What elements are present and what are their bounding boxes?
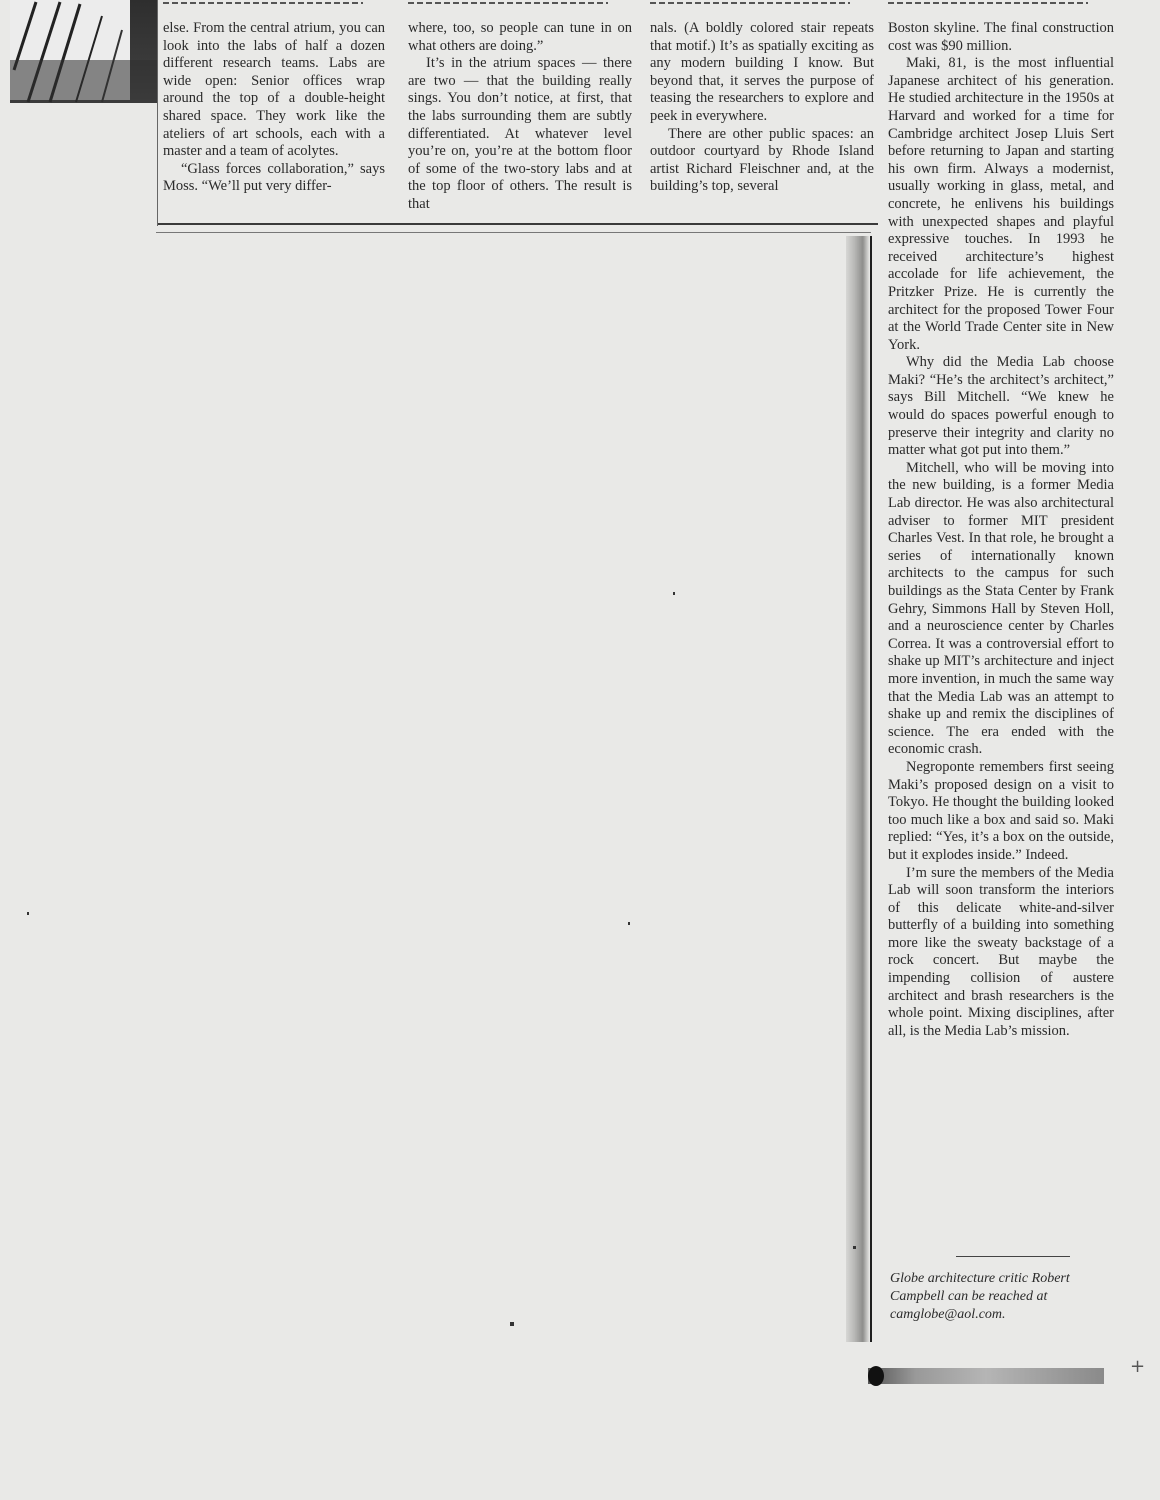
article-photo — [10, 0, 158, 103]
scan-speck — [510, 1322, 514, 1326]
clipping-edge-right — [870, 236, 872, 1342]
author-signoff: Globe architecture critic Robert Campbell can be reached at camglobe@aol.com. — [890, 1271, 1070, 1322]
paragraph: nals. (A boldly colored stair repeats that motif.) It’s as spatially exciting as any modern building I know. But beyond that, it serves the purpose of teasing the researchers to explore and peek in everywhere. — [650, 20, 874, 124]
paragraph: where, too, so people can tune in on what others are doing.” — [408, 20, 632, 54]
paragraph: Negroponte remembers first seeing Maki’s proposed design on a visit to Tokyo. He thought the building looked too much like a box and said so. Maki replied: “Yes, it’s a box on the outside, but it explodes inside.” Indeed. — [888, 758, 1114, 863]
clipping-edge-shadow-right — [846, 236, 870, 1342]
bottom-bar — [868, 1368, 1104, 1384]
article-column-2 — [408, 20, 632, 214]
paragraph: It’s in the atrium spaces — there are two — that the building really sings. You don’t notice, at first, that the labs surrounding them are subtly differentiated. At whatever level you’re on, you’re at the bottom floor of some of the two-story labs and at the top floor of others. The result is that — [408, 55, 632, 212]
column-rule-left — [157, 0, 158, 226]
clipped-line — [650, 0, 874, 6]
scan-speck — [853, 1246, 856, 1249]
paragraph: Why did the Media Lab choose Maki? “He’s the architect’s architect,” says Bill Mitchell. “We knew he would do spaces powerful enough to preserve their integrity and clarity no matter what got put into them.” — [888, 354, 1114, 459]
article-column-4 — [888, 20, 1114, 1040]
clipping-edge-top — [158, 223, 878, 225]
registration-mark-icon: + — [1130, 1356, 1146, 1377]
paragraph: Boston skyline. The final construction cost was $90 million. — [888, 20, 1114, 54]
paragraph: There are other public spaces: an outdoor courtyard by Rhode Island artist Richard Fleischner and, at the building’s top, several — [650, 125, 874, 195]
bottom-dot — [868, 1366, 884, 1386]
paragraph: “Glass forces collaboration,” says Moss. “We’ll put very differ- — [163, 160, 385, 195]
clipped-line — [888, 0, 1114, 6]
signoff-rule — [956, 1256, 1070, 1257]
scan-speck — [628, 922, 630, 925]
paragraph: I’m sure the members of the Media Lab will soon transform the interiors of this delicate white-and-silver butterfly of a building into something more like the sweaty backstage of a rock concert. But maybe the impending collision of austere architect and brash researchers is the whole point. Mixing disciplines, after all, is the Media Lab’s mission. — [888, 864, 1114, 1039]
paragraph: Mitchell, who will be moving into the new building, is a former Media Lab director. He was also architectural adviser to former MIT president Charles Vest. In that role, he brought a series of internationally known architects to the campus for such buildings as the Stata Center by Frank Gehry, Simmons Hall by Steven Holl, and a neuroscience center by Charles Correa. It was a controversial effort to shake up MIT’s architecture and inject more invention, in much the same way that the Media Lab was an attempt to shake up and remix the disciplines of science. The era ended with the economic crash. — [888, 459, 1114, 758]
paragraph: Maki, 81, is the most influential Japanese architect of his generation. He studied architecture in the 1950s at Harvard and worked for a time for Cambridge architect Josep Lluis Sert before returning to Japan and starting his own firm. Always a modernist, usually working in glass, metal, and concrete, he enlivens his buildings with unexpected shapes and playful expressive touches. In 1993 he received architecture’s highest accolade for life achievement, the Pritzker Prize. He is currently the architect for the proposed Tower Four at the World Trade Center site in New York. — [888, 55, 1114, 353]
clipped-line — [163, 0, 385, 6]
scan-speck — [673, 592, 675, 595]
scan-speck — [27, 912, 29, 915]
clipped-line — [408, 0, 632, 6]
paragraph: else. From the central atrium, you can look into the labs of half a dozen different research teams. Labs are wide open: Senior offices wrap around the top of a double-height shared space. They work like the ateliers of art schools, each with a master and a team of acolytes. — [163, 20, 385, 160]
photo-stripes — [10, 0, 158, 103]
clipping-edge-shadow — [156, 232, 871, 233]
article-column-3 — [650, 20, 874, 196]
article-column-1 — [163, 20, 385, 196]
